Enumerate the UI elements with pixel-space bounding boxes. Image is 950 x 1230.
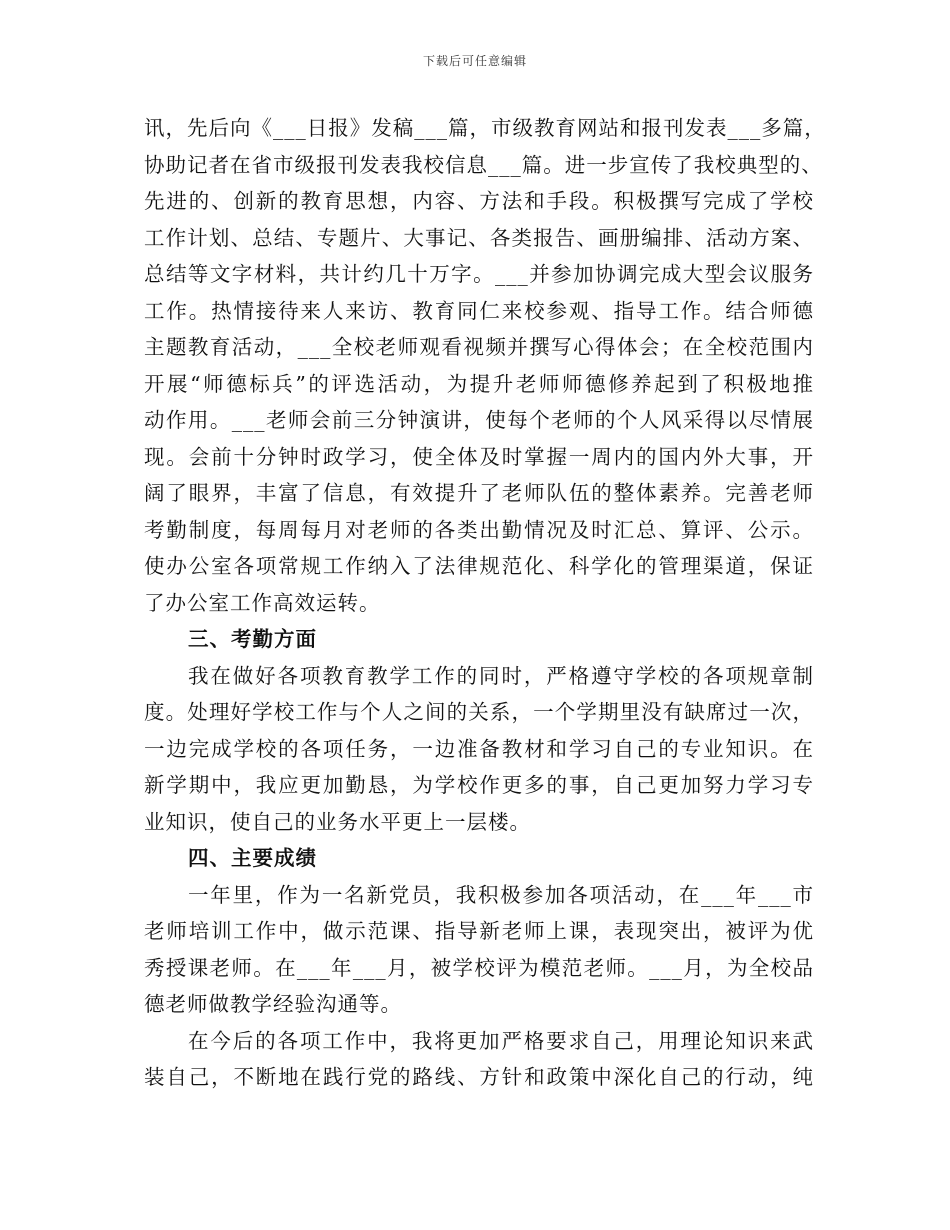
- text-line: 装自己，不断地在践行党的路线、方针和政策中深化自己的行动，纯: [144, 1065, 814, 1089]
- text-line: 主题教育活动，___全校老师观看视频并撰写心得体会；在全校范围内: [144, 335, 814, 359]
- text-line: 协助记者在省市级报刊发表我校信息___篇。进一步宣传了我校典型的、: [144, 152, 823, 177]
- text-line: 德老师做教学经验沟通等。: [144, 992, 402, 1016]
- text-line: 现。会前十分钟时政学习，使全体及时掌握一周内的国内外大事，开: [144, 444, 814, 469]
- text-line: 工作计划、总结、专题片、大事记、各类报告、画册编排、活动方案、: [144, 225, 814, 250]
- text-line: 阔了眼界，丰富了信息，有效提升了老师队伍的整体素养。完善老师: [144, 481, 814, 505]
- text-line: 了办公室工作高效运转。: [144, 590, 381, 615]
- text-line: 在今后的各项工作中，我将更加严格要求自己，用理论知识来武: [188, 1028, 814, 1053]
- text-line: 讯，先后向《___日报》发稿___篇，市级教育网站和报刊发表___多篇，: [144, 116, 826, 140]
- document-body: [144, 110, 826, 1096]
- text-line: 考勤制度，每周每月对老师的各类出勤情况及时汇总、算评、公示。: [144, 517, 814, 542]
- text-line: 度。处理好学校工作与个人之间的关系，一个学期里没有缺席过一次，: [144, 700, 814, 724]
- text-line: 我在做好各项教育教学工作的同时，严格遵守学校的各项规章制: [188, 663, 814, 688]
- text-line: 老师培训工作中，做示范课、指导新老师上课，表现突出，被评为优: [144, 919, 814, 943]
- section-heading: 四、主要成绩: [188, 846, 317, 870]
- text-line: 动作用。___老师会前三分钟演讲，使每个老师的个人风采得以尽情展: [144, 408, 814, 432]
- text-line: 工作。热情接待来人来访、教育同仁来校参观、指导工作。结合师德: [144, 298, 814, 323]
- text-line: 新学期中，我应更加勤恳，为学校作更多的事，自己更加努力学习专: [144, 773, 814, 797]
- page-header: 下载后可任意编辑: [422, 54, 527, 68]
- text-line: 开展“师德标兵”的评选活动，为提升老师师德修养起到了积极地推: [144, 371, 814, 396]
- text-line: 先进的、创新的教育思想，内容、方法和手段。积极撰写完成了学校: [144, 189, 814, 213]
- text-line: 业知识，使自己的业务水平更上一层楼。: [144, 809, 531, 834]
- text-line: 总结等文字材料，共计约几十万字。___并参加协调完成大型会议服务: [144, 262, 814, 286]
- text-line: 一边完成学校的各项任务，一边准备教材和学习自己的专业知识。在: [144, 736, 814, 761]
- text-line: 使办公室各项常规工作纳入了法律规范化、科学化的管理渠道，保证: [144, 554, 814, 578]
- text-line: 一年里，作为一名新党员，我积极参加各项活动，在___年___市: [188, 882, 814, 907]
- text-line: 秀授课老师。在___年___月，被学校评为模范老师。___月，为全校品: [144, 955, 814, 980]
- section-heading: 三、考勤方面: [188, 627, 317, 651]
